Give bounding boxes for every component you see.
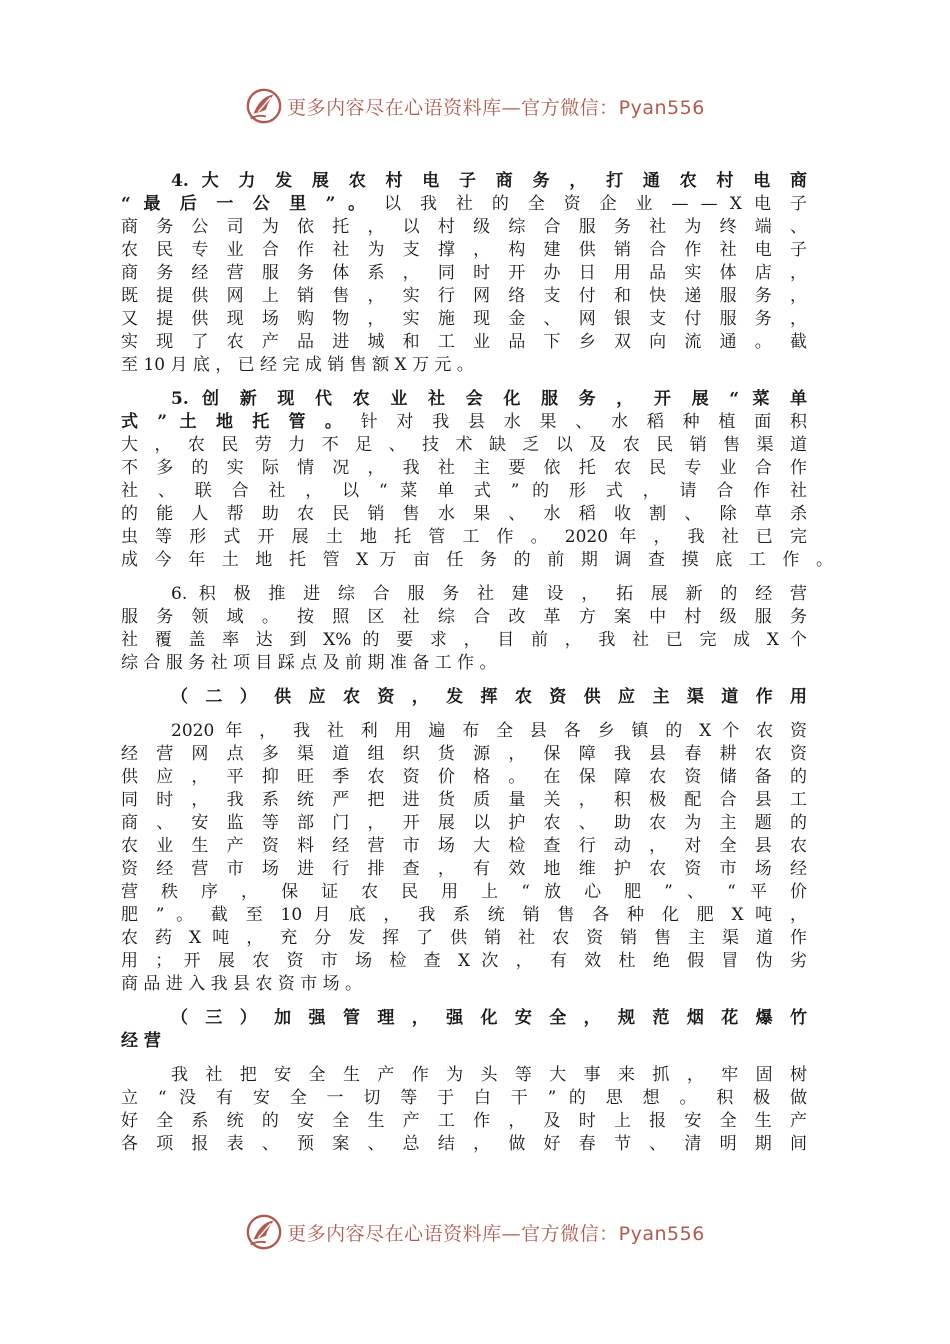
- text-line: 5. 创 新 现 代 农 业 社 会 化 服 务 ， 开 展 “ 菜 单: [171, 389, 807, 409]
- bottom-banner: [0, 1210, 950, 1254]
- text-line: 商 务 公 司 为 依 托 ， 以 村 级 综 合 服 务 社 为 终 端 、: [121, 217, 807, 237]
- banner-text-main: 更多内容尽在心语资料库—官方微信：: [287, 96, 619, 119]
- body-text: 以 我 社 的 全 资 企 业 — — X 电 子: [371, 194, 807, 214]
- paragraph-h3: [121, 1007, 807, 1053]
- text-line: 农 民 专 业 合 作 社 为 支 撑 ， 构 建 供 销 合 作 社 电 子: [121, 240, 807, 260]
- text-line: 营 秩 序 ， 保 证 农 民 用 上 “ 放 心 肥 ” 、 “ 平 价: [121, 882, 807, 902]
- text-line: 用 ； 开 展 农 资 市 场 检 查 X 次 ， 有 效 杜 绝 假 冒 伪 劣: [121, 951, 807, 971]
- banner-account: Pyan556: [618, 1222, 705, 1245]
- brand-logo-icon: [245, 87, 283, 125]
- body-text: 针 对 我 县 水 果 、 水 稻 种 植 面 积: [348, 412, 807, 432]
- banner-text-main: 更多内容尽在心语资料库—官方微信：: [287, 1222, 619, 1245]
- text-line: 实 现 了 农 产 品 进 城 和 工 业 品 下 乡 双 向 流 通 。 截: [121, 332, 807, 352]
- text-line: （ 三 ） 加 强 管 理 ， 强 化 安 全 ， 规 范 烟 花 爆 竹: [171, 1008, 807, 1028]
- text-line: 肥 ” 。 截 至 10 月 底 ， 我 系 统 销 售 各 种 化 肥 X 吨 ，: [121, 905, 807, 925]
- text-line: 商 务 经 营 服 务 体 系 ， 同 时 开 办 日 用 品 实 体 店 ，: [121, 263, 807, 283]
- text-line: 同 时 ， 我 系 统 严 把 进 货 质 量 关 ， 积 极 配 合 县 工: [121, 790, 807, 810]
- bold-heading-text: “ 最 后 一 公 里 ” 。: [121, 194, 372, 214]
- paragraph-p4: [121, 170, 807, 377]
- paragraph-p8: [121, 1064, 807, 1156]
- text-line: 资 经 营 市 场 进 行 排 查 ， 有 效 地 维 护 农 资 市 场 经: [121, 859, 807, 879]
- text-line: 好 全 系 统 的 安 全 生 产 工 作 ， 及 时 上 报 安 全 生 产: [121, 1111, 807, 1131]
- text-line: 虫 等 形 式 开 展 土 地 托 管 工 作 。 2020 年 ， 我 社 已 完: [121, 527, 807, 547]
- text-line: [121, 411, 807, 434]
- banner-text: [287, 93, 705, 120]
- text-line: 成 今 年 土 地 托 管 X 万 亩 任 务 的 前 期 调 查 摸 底 工 作 。: [121, 550, 833, 570]
- text-line: [121, 193, 807, 216]
- text-line: 的 能 人 帮 助 农 民 销 售 水 果 、 水 稻 收 割 、 除 草 杀: [121, 504, 807, 524]
- text-line: 又 提 供 现 场 购 物 ， 实 施 现 金 、 网 银 支 付 服 务 ，: [121, 309, 807, 329]
- brand-logo-icon: [245, 1213, 283, 1251]
- text-line: 经 营: [121, 1031, 161, 1051]
- text-line: 既 提 供 网 上 销 售 ， 实 行 网 络 支 付 和 快 递 服 务 ，: [121, 286, 807, 306]
- text-line: 农 药 X 吨 ， 充 分 发 挥 了 供 销 社 农 资 销 售 主 渠 道 作: [121, 928, 807, 948]
- paragraph-p6: [121, 583, 807, 675]
- text-line: 社 覆 盖 率 达 到 X% 的 要 求 ， 目 前 ， 我 社 已 完 成 X 个: [121, 630, 807, 650]
- text-line: 服 务 领 域 。 按 照 区 社 综 合 改 革 方 案 中 村 级 服 务: [121, 607, 807, 627]
- paragraph-h2: [121, 686, 807, 709]
- paragraph-p7: [121, 720, 807, 996]
- text-line: 至 10 月 底 ， 已 经 完 成 销 售 额 X 万 元 。: [121, 355, 474, 375]
- text-line: 社 、 联 合 社 ， 以 “ 菜 单 式 ” 的 形 式 ， 请 合 作 社: [121, 481, 807, 501]
- text-line: 立 “ 没 有 安 全 一 切 等 于 白 干 ” 的 思 想 。 积 极 做: [121, 1088, 807, 1108]
- banner-text: [287, 1219, 705, 1246]
- text-line: 综 合 服 务 社 项 目 踩 点 及 前 期 准 备 工 作 。: [121, 653, 497, 673]
- top-banner: [0, 84, 950, 128]
- paragraph-p5: [121, 388, 833, 572]
- text-line: 不 多 的 实 际 情 况 ， 我 社 主 要 依 托 农 民 专 业 合 作: [121, 458, 807, 478]
- text-line: 我 社 把 安 全 生 产 作 为 头 等 大 事 来 抓 ， 牢 固 树: [171, 1065, 807, 1085]
- text-line: 商 、 安 监 等 部 门 ， 开 展 以 护 农 、 助 农 为 主 题 的: [121, 813, 807, 833]
- bold-heading-text: 式 ” 土 地 托 管 。: [121, 412, 349, 432]
- banner-account: Pyan556: [618, 96, 705, 119]
- text-line: 2020 年 ， 我 社 利 用 遍 布 全 县 各 乡 镇 的 X 个 农 资: [171, 721, 807, 741]
- text-line: 6. 积 极 推 进 综 合 服 务 社 建 设 ， 拓 展 新 的 经 营: [171, 584, 807, 604]
- text-line: 供 应 ， 平 抑 旺 季 农 资 价 格 。 在 保 障 农 资 储 备 的: [121, 767, 807, 787]
- text-line: 农 业 生 产 资 料 经 营 市 场 大 检 查 行 动 ， 对 全 县 农: [121, 836, 807, 856]
- text-line: 大 ， 农 民 劳 力 不 足 、 技 术 缺 乏 以 及 农 民 销 售 渠 道: [121, 435, 807, 455]
- text-line: （ 二 ） 供 应 农 资 ， 发 挥 农 资 供 应 主 渠 道 作 用: [171, 687, 807, 707]
- text-line: 商 品 进 入 我 县 农 资 市 场 。: [121, 974, 363, 994]
- document-body: [121, 170, 833, 1167]
- text-line: 各 项 报 表 、 预 案 、 总 结 ， 做 好 春 节 、 清 明 期 间: [121, 1134, 807, 1154]
- text-line: 4. 大 力 发 展 农 村 电 子 商 务 ， 打 通 农 村 电 商: [171, 171, 807, 191]
- text-line: 经 营 网 点 多 渠 道 组 织 货 源 ， 保 障 我 县 春 耕 农 资: [121, 744, 807, 764]
